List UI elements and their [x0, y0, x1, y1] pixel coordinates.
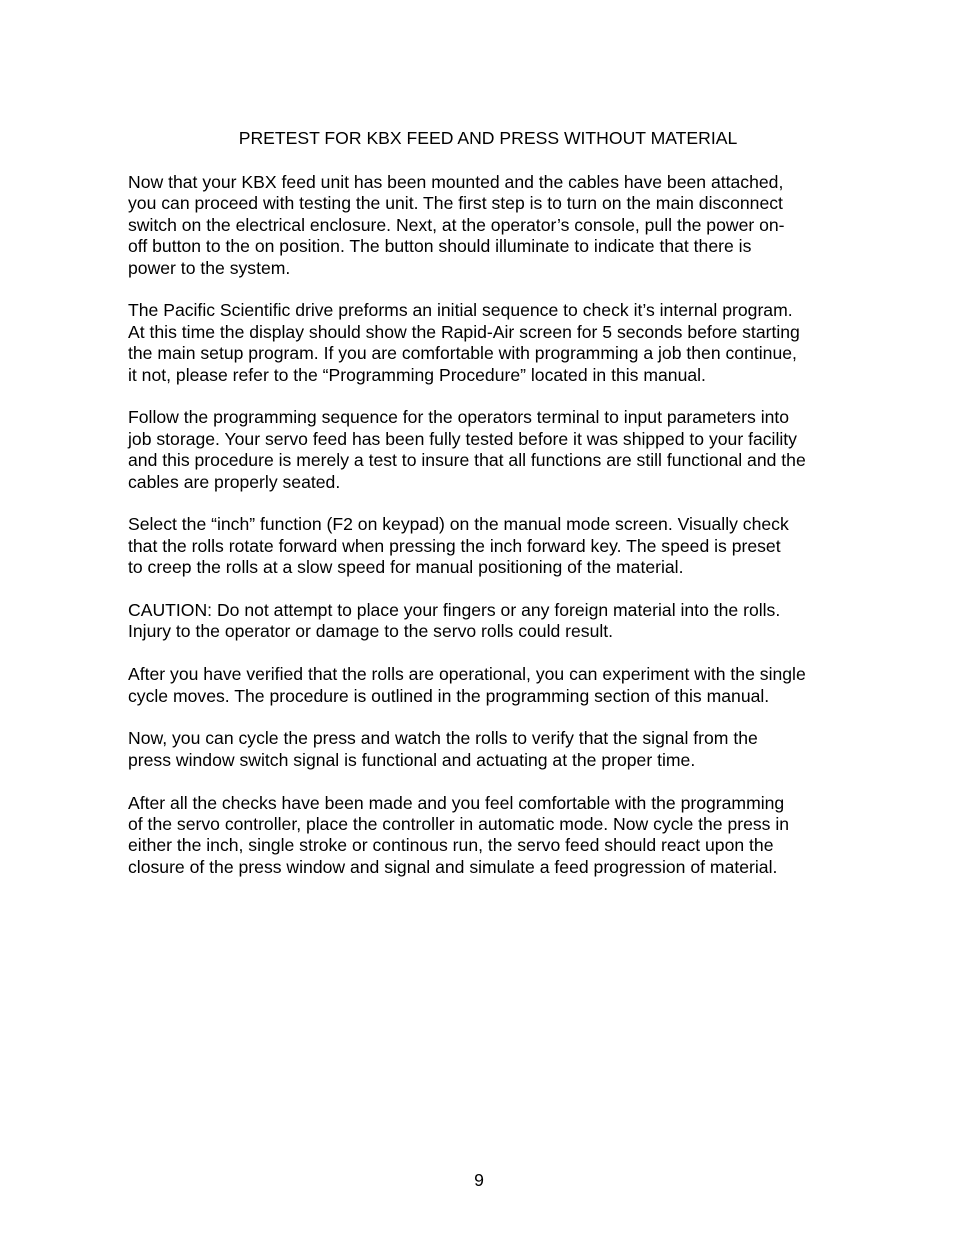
- paragraph-line: press window switch signal is functional and actuating at the proper time.: [128, 749, 696, 770]
- paragraph-drive-sequence: [128, 300, 868, 386]
- paragraph-line: switch on the electrical enclosure. Next, at the operator’s console, pull the power on-: [128, 214, 785, 235]
- paragraph-automatic-mode: [128, 793, 868, 879]
- paragraph-line: Follow the programming sequence for the operators terminal to input parameters into: [128, 407, 790, 428]
- paragraph-inch-function: [128, 514, 868, 578]
- paragraph-line: After all the checks have been made and you feel comfortable with the programming: [128, 792, 785, 813]
- paragraph-line: that the rolls rotate forward when pressing the inch forward key. The speed is preset: [128, 535, 781, 556]
- paragraph-line: job storage. Your servo feed has been fully tested before it was shipped to your facility: [128, 428, 797, 449]
- paragraph-line: and this procedure is merely a test to insure that all functions are still functional and the: [128, 450, 806, 471]
- paragraph-line: either the inch, single stroke or continous run, the servo feed should react upon the: [128, 835, 774, 856]
- page-title: PRETEST FOR KBX FEED AND PRESS WITHOUT MATERIAL: [238, 128, 738, 148]
- paragraph-line: closure of the press window and signal and simulate a feed progression of material.: [128, 856, 778, 877]
- document-body: [128, 172, 868, 900]
- paragraph-line: power to the system.: [128, 257, 291, 278]
- paragraph-line: to creep the rolls at a slow speed for manual positioning of the material.: [128, 557, 684, 578]
- paragraph-single-cycle: [128, 664, 868, 707]
- paragraph-line: CAUTION: Do not attempt to place your fingers or any foreign material into the rolls.: [128, 600, 781, 621]
- paragraph-line: At this time the display should show the Rapid-Air screen for 5 seconds before starting: [128, 321, 800, 342]
- paragraph-line: After you have verified that the rolls are operational, you can experiment with the single: [128, 664, 806, 685]
- paragraph-line: it not, please refer to the “Programming Procedure” located in this manual.: [128, 364, 706, 385]
- paragraph-line: of the servo controller, place the controller in automatic mode. Now cycle the press in: [128, 814, 790, 835]
- paragraph-line: you can proceed with testing the unit. The first step is to turn on the main disconnect: [128, 193, 783, 214]
- paragraph-line: Now that your KBX feed unit has been mounted and the cables have been attached,: [128, 172, 784, 192]
- paragraph-line: cycle moves. The procedure is outlined in the programming section of this manual.: [128, 685, 770, 706]
- paragraph-line: cables are properly seated.: [128, 471, 341, 492]
- paragraph-cycle-press: [128, 728, 868, 771]
- paragraph-line: Injury to the operator or damage to the servo rolls could result.: [128, 621, 614, 642]
- paragraph-programming: [128, 407, 868, 493]
- paragraph-line: Select the “inch” function (F2 on keypad) on the manual mode screen. Visually check: [128, 514, 789, 535]
- paragraph-line: the main setup program. If you are comfortable with programming a job then continue,: [128, 343, 797, 364]
- page-number: 9: [474, 1170, 484, 1190]
- paragraph-line: The Pacific Scientific drive preforms an initial sequence to check it’s internal program.: [128, 300, 793, 321]
- paragraph-line: Now, you can cycle the press and watch the rolls to verify that the signal from the: [128, 728, 758, 749]
- paragraph-intro: [128, 172, 868, 279]
- paragraph-line: off button to the on position. The button should illuminate to indicate that there is: [128, 236, 752, 257]
- paragraph-caution: [128, 600, 868, 643]
